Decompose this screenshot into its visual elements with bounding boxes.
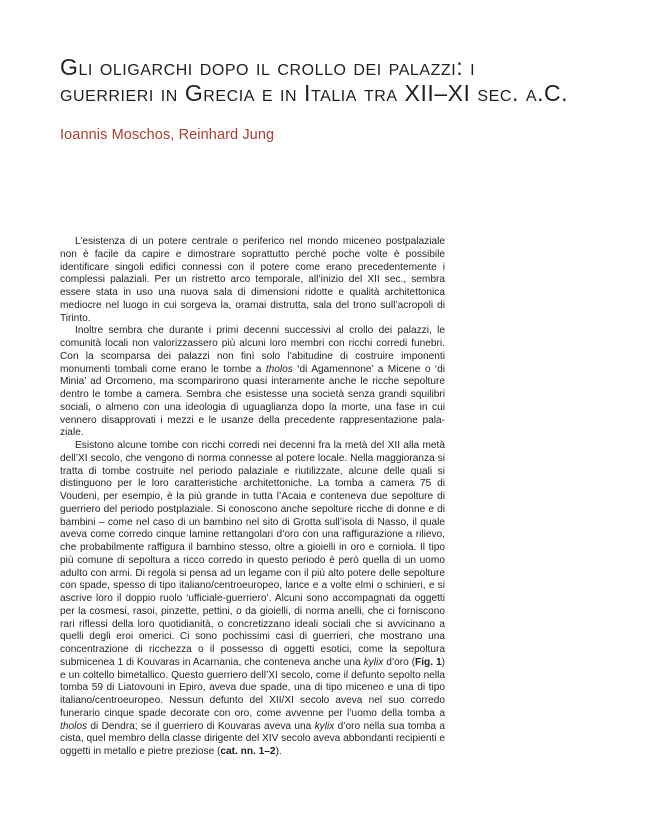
italic-term: kylix: [363, 656, 384, 668]
article-title: [60, 54, 600, 106]
article-title-line-2: guerrieri in Grecia e in Italia tra XII–XI sec. a.C.: [60, 80, 569, 106]
text-run: d’oro nella sua tomba a cista, quel membro della classe dirigente del XIV secolo aveva abbondanti recipienti e oggetti in metallo e pietre preziose (: [60, 720, 445, 757]
body-paragraph: [60, 325, 445, 440]
text-run: L’esistenza di un potere centrale o periferico nel mondo miceneo postpalaziale non è facile da capire e dimostrare soprattutto perché poche volte è possibile identificare singoli edifici connessi con il potere come erano precedentemente i complessi palaziali. Per un ristretto arco temporale, all’inizio del XII sec., sembra essere stata in uso una nuova sala di dimensioni ridotte e qualità architettonica mediocre nel luogo in cui sorgeva la, oramai distrutta, sala del trono sull’acropoli di Tirinto.: [60, 236, 445, 324]
reference-label: cat. nn. 1–2: [220, 746, 276, 757]
text-run: ‘di Agamennone’ a Micene o ‘di Minia’ ad Orcomeno, ma scomparirono quasi interamente anche le ricche sepolture dentro le tombe a camera. Sembra che esistesse una società senza grandi squilibri sociali, o almeno con una ideologia di uguaglianza dopo la morte, una fase in cui vennero disapprovati i mezzi e le usanze della precedente rappresentazione palaziale.: [60, 363, 445, 439]
text-run: di Dendra; se il guerriero di Kouvaras aveva una: [87, 720, 315, 732]
text-run: Esistono alcune tombe con ricchi corredi nei decenni fra la metà del XII alla metà dell’XI secolo, che vengono di norma connesse al potere locale. Nella maggioranza si tratta di tombe costruite nel periodo palaziale e riutilizzate, alcune delle quali si distinguono per le loro caratteristiche architettoniche. La tomba a camera 75 di Voudeni, per esempio, è la più grande in tutta l’Acaia e conteneva due sepolture di guerriero del periodo postplaziale. Si conoscono anche sepolture ricche di donne e di bambini – come nel caso di un bambino nel sito di Grotta sull’isola di Nasso, il quale aveva come corredo cinque lamine rettangolari d’oro con una raffigurazione a rilievo, che probabilmente raffigura il bambino stesso, oltre a gioielli in oro e corniola. Il tipo più comune di sepoltura a ricco corredo in questo periodo è però quella di un uomo adulto con armi. Di regola si pensa ad un legame con il più alto potere delle sepolture con spade, spesso di tipo italiano/centroeuropeo, lance e a volte elmi o schinieri, e si ascrive loro il doppio ruolo ‘ufficiale-guerriero’. Alcuni sono accompagnati da oggetti per la cosmesi, rasoi, pinzette, pettini, o da gioielli, di norma anelli, che ci forniscono rari riflessi della loro quotidianità, o concretizzano ideali sociali che si avvicinano a quelli degli eroi omerici. Ci sono pochissimi casi di guerrieri, che mostrano una concentrazione di ricchezza o il possesso di oggetti esotici, come la sepoltura submicenea 1 di Kouvaras in Acarnania, che conteneva anche una: [60, 440, 445, 668]
reference-label: Fig. 1: [415, 656, 442, 668]
article-authors: Ioannis Moschos, Reinhard Jung: [60, 127, 275, 143]
body-paragraph: [60, 440, 445, 759]
body-paragraph: [60, 236, 445, 325]
article-body: [60, 236, 445, 759]
article-title-line-1: Gli oligarchi dopo il crollo dei palazzi: i: [60, 54, 476, 80]
text-run: ).: [275, 746, 282, 757]
text-run: ) e un coltello bimetallico. Questo guerriero dell’XI secolo, come il defunto sepolto nella tomba 59 di Liatovouni in Epiro, aveva due spade, una di tipo miceneo e una di tipo italiano/centroeuropeo. Nessun defunto del XII/XI secolo aveva nel suo corredo funerario cinque spade decorate con oro, come avvenne per l’uomo della tomba a: [60, 656, 445, 719]
text-run: d’oro (: [383, 656, 416, 668]
italic-term: tholos: [60, 720, 88, 732]
italic-term: tholos: [265, 363, 293, 375]
italic-term: kylix: [314, 720, 335, 732]
text-run: Inoltre sembra che durante i primi decenni successivi al crollo dei palazzi, le comunità locali non valorizzassero più alcuni loro membri con ricchi corredi funebri. Con la scomparsa dei palazzi non finì solo l’abitudine di costruire imponenti monumenti tombali come erano le tombe a: [60, 325, 445, 375]
